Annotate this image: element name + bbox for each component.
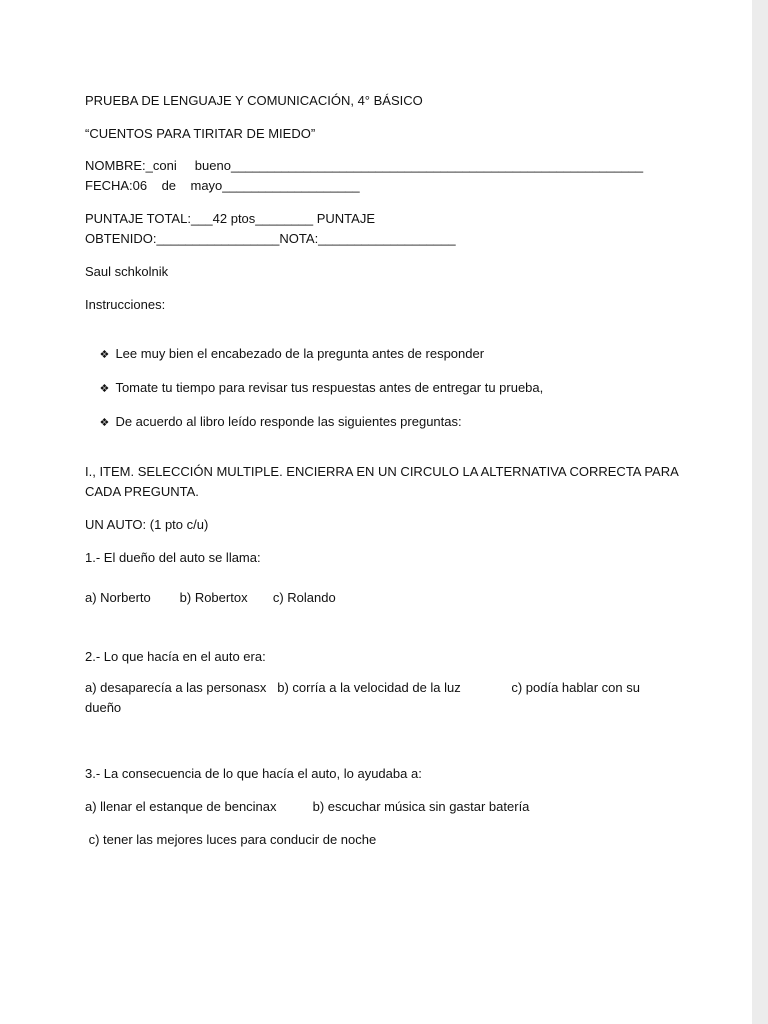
question-prompt: 1.- El dueño del auto se llama:: [85, 550, 261, 565]
instruction-text: De acuerdo al libro leído responde las siguientes preguntas:: [115, 414, 462, 429]
question-options: a) desaparecía a las personasx b) corría a la velocidad de la luz c) podía hablar con su: [85, 680, 640, 695]
author-name: Saul schkolnik: [85, 264, 169, 279]
question-prompt: 3.- La consecuencia de lo que hacía el auto, lo ayudaba a:: [85, 766, 422, 781]
instructions-heading: Instrucciones:: [85, 297, 166, 312]
question-options-continued: c) tener las mejores luces para conducir de noche: [85, 832, 377, 847]
question-options: a) llenar el estanque de bencinax b) escuchar música sin gastar batería: [85, 799, 530, 814]
obtained-score-line: OBTENIDO:_________________NOTA:___________________: [85, 231, 456, 246]
instruction-text: Tomate tu tiempo para revisar tus respuestas antes de entregar tu prueba,: [115, 380, 544, 395]
instruction-text: Lee muy bien el encabezado de la pregunta antes de responder: [115, 346, 485, 361]
name-field-line: NOMBRE:_coni bueno_________________________________________________________: [85, 158, 644, 173]
section-title: I., ITEM. SELECCIÓN MULTIPLE. ENCIERRA EN UN CIRCULO LA ALTERNATIVA CORRECTA PARA: [85, 464, 679, 479]
book-title: “CUENTOS PARA TIRITAR DE MIEDO”: [85, 126, 316, 141]
question-options-continued: dueño: [85, 700, 122, 715]
total-score-line: PUNTAJE TOTAL:___42 ptos________ PUNTAJE: [85, 211, 375, 226]
page-edge-strip: [752, 0, 768, 1024]
diamond-bullet-icon: ❖: [99, 349, 110, 361]
story-heading: UN AUTO: (1 pto c/u): [85, 517, 209, 532]
instruction-item: [85, 398, 462, 447]
question-options: a) Norberto b) Robertox c) Rolando: [85, 590, 336, 605]
diamond-bullet-icon: ❖: [99, 383, 110, 395]
diamond-bullet-icon: ❖: [99, 417, 110, 429]
section-title-continued: CADA PREGUNTA.: [85, 484, 199, 499]
date-field-line: FECHA:06 de mayo___________________: [85, 178, 360, 193]
question-prompt: 2.- Lo que hacía en el auto era:: [85, 649, 266, 664]
test-title: PRUEBA DE LENGUAJE Y COMUNICACIÓN, 4° BÁSICO: [85, 93, 423, 108]
